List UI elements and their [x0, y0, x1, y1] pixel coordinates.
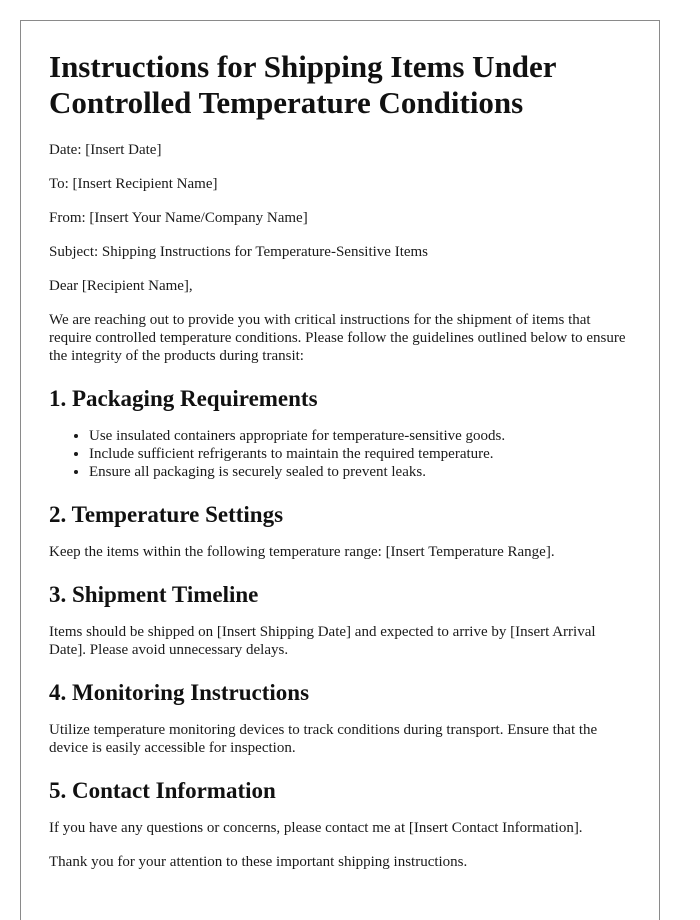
packaging-list	[49, 427, 631, 481]
salutation: Dear [Recipient Name],	[49, 278, 193, 294]
temperature-paragraph: Keep the items within the following temperature range: [Insert Temperature Range].	[49, 544, 555, 560]
list-item: • Use insulated containers appropriate for temperature-sensitive goods.	[89, 427, 631, 445]
section-heading-contact: 5. Contact Information	[49, 778, 276, 803]
section-heading-packaging: 1. Packaging Requirements	[49, 386, 318, 411]
subject-line: Subject: Shipping Instructions for Temperature-Sensitive Items	[49, 244, 429, 260]
section-heading-timeline: 3. Shipment Timeline	[49, 582, 259, 607]
letter-page	[20, 20, 660, 920]
contact-paragraph: If you have any questions or concerns, please contact me at [Insert Contact Information].	[49, 820, 583, 836]
from-line: From: [Insert Your Name/Company Name]	[49, 210, 308, 226]
list-item: • Include sufficient refrigerants to maintain the required temperature.	[89, 445, 631, 463]
monitoring-paragraph: Utilize temperature monitoring devices to track conditions during transport. Ensure that the device is easily accessible for inspection.	[49, 722, 598, 756]
list-item: • Ensure all packaging is securely sealed to prevent leaks.	[89, 463, 631, 481]
to-line: To: [Insert Recipient Name]	[49, 176, 218, 192]
intro-paragraph: We are reaching out to provide you with critical instructions for the shipment of items that require controlled temperature conditions. Please follow the guidelines outlined below to ensure the integrity of the products during transit:	[49, 312, 626, 364]
section-heading-monitoring: 4. Monitoring Instructions	[49, 680, 310, 705]
section-heading-temperature: 2. Temperature Settings	[49, 502, 284, 527]
letter-title: Instructions for Shipping Items Under Controlled Temperature Conditions	[49, 49, 557, 120]
closing-paragraph: Thank you for your attention to these important shipping instructions.	[49, 854, 468, 870]
timeline-paragraph: Items should be shipped on [Insert Shipping Date] and expected to arrive by [Insert Arrival Date]. Please avoid unnecessary delays.	[49, 624, 596, 658]
date-line: Date: [Insert Date]	[49, 142, 162, 158]
